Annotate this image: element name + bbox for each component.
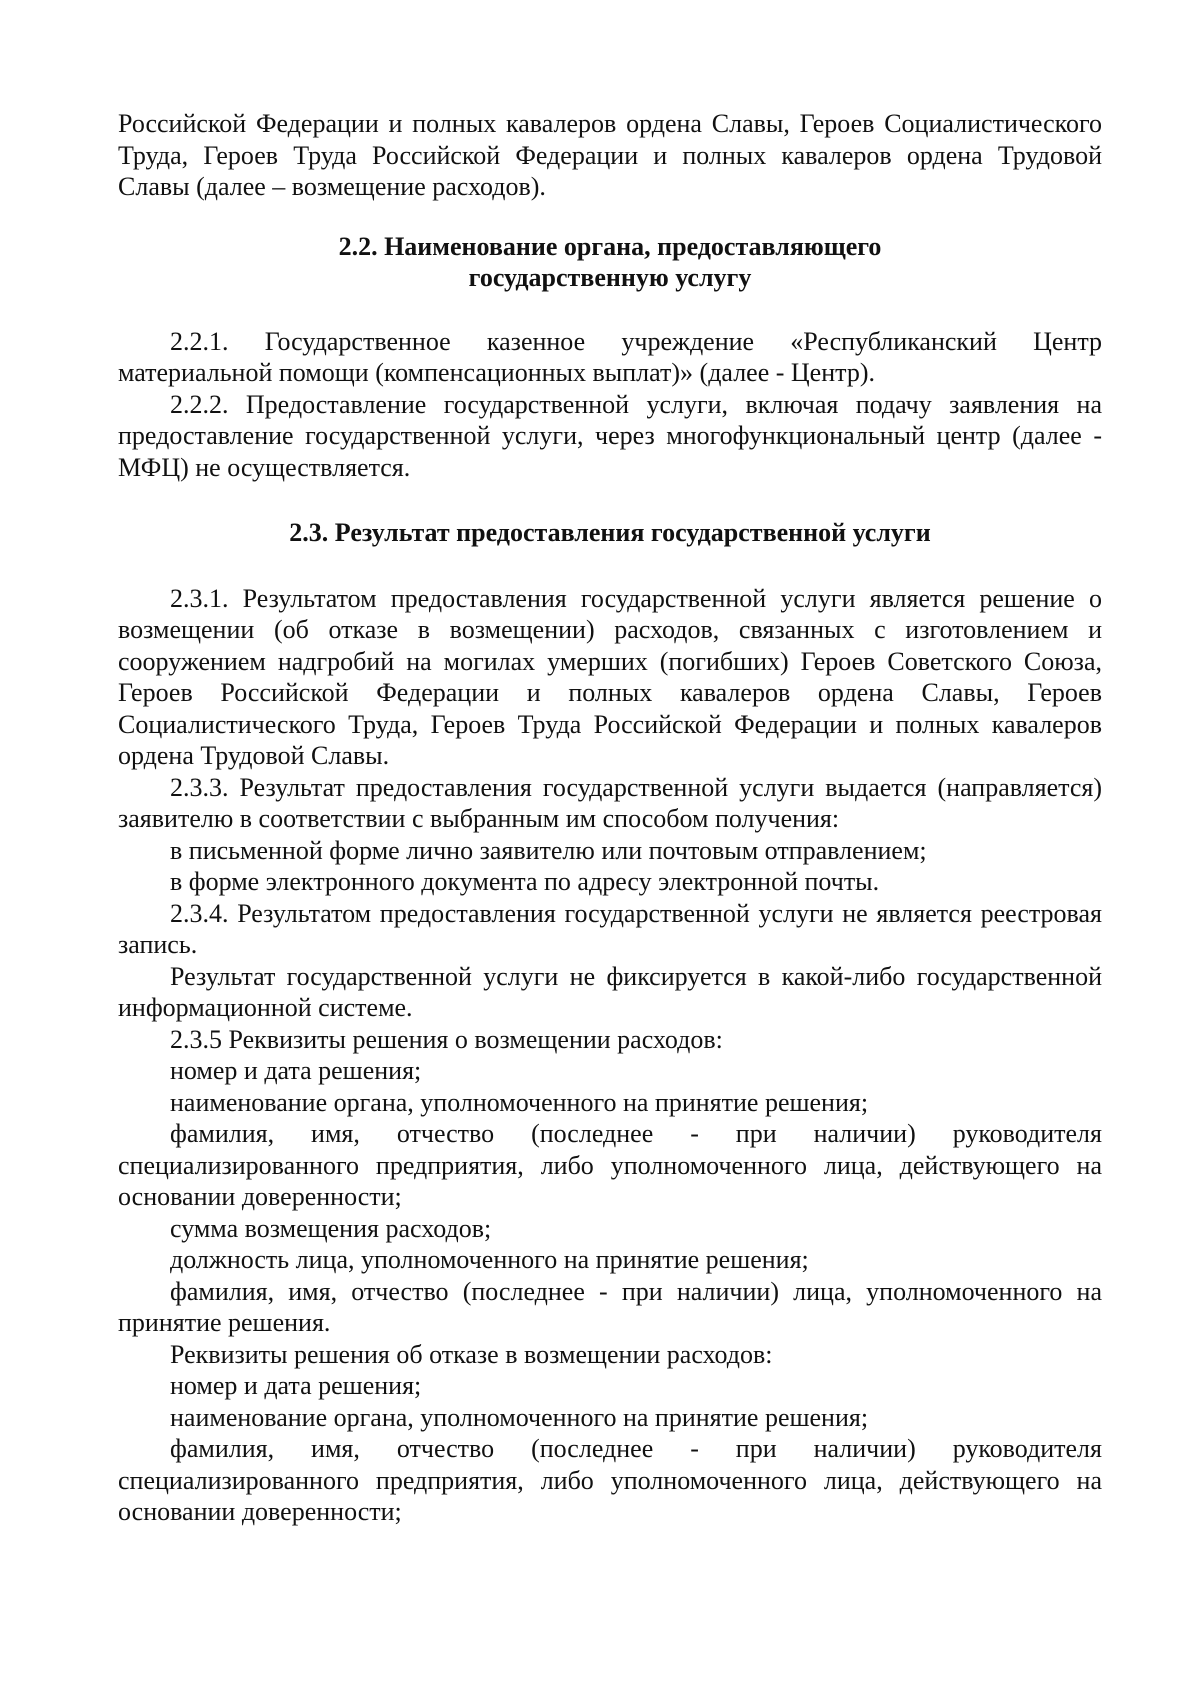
list-item: должность лица, уполномоченного на принятие решения; <box>170 1245 809 1274</box>
list-item: наименование органа, уполномоченного на принятие решения; <box>170 1087 869 1117</box>
paragraph-2-2-1: 2.2.1. Государственное казенное учреждение «Республиканский Центр материальной помощи (компенсационных выплат)» (далее - Центр). <box>118 326 1102 387</box>
section-2-2-title-line2: государственную услугу <box>468 263 752 292</box>
section-2-2-title-line1: 2.2. Наименование органа, предоставляющего <box>338 231 882 261</box>
section-2-2-heading <box>118 231 1102 294</box>
paragraph-2-3-1: 2.3.1. Результатом предоставления государственной услуги является решение о возмещении (об отказе в возмещении) расходов, связанных с изготовлением и сооружением надгробий на могилах умерших (погибших) Героев Советского Союза, Героев Российской Федерации и полных кавалеров ордена Славы, Героев Социалистического Труда, Героев Труда Российской Федерации и полных кавалеров ордена Трудовой Славы. <box>118 583 1102 770</box>
paragraph-2-3-5: 2.3.5 Реквизиты решения о возмещении расходов: <box>170 1024 723 1054</box>
intro-paragraph: Российской Федерации и полных кавалеров ордена Славы, Героев Социалистического Труда, Героев Труда Российской Федерации и полных кавалеров ордена Трудовой Славы (далее – возмещение расходов). <box>118 109 1102 201</box>
paragraph-2-2-2: 2.2.2. Предоставление государственной услуги, включая подачу заявления на предоставление государственной услуги, через многофункциональный центр (далее - МФЦ) не осуществляется. <box>118 389 1102 482</box>
document-page <box>118 108 1102 1528</box>
list-item: номер и дата решения; <box>170 1056 422 1085</box>
paragraph-result-not-recorded: Результат государственной услуги не фиксируется в какой-либо государственной информационной системе. <box>118 961 1102 1022</box>
list-item: номер и дата решения; <box>170 1371 422 1400</box>
list-item: в форме электронного документа по адресу электронной почты. <box>170 867 880 896</box>
list-item: сумма возмещения расходов; <box>170 1213 492 1243</box>
list-item: фамилия, имя, отчество (последнее - при наличии) руководителя специализированного предприятия, либо уполномоченного лица, действующего на основании доверенности; <box>118 1434 1102 1526</box>
list-item: наименование органа, уполномоченного на принятие решения; <box>170 1402 869 1432</box>
section-2-3-heading: 2.3. Результат предоставления государственной услуги <box>289 518 931 547</box>
list-item: в письменной форме лично заявителю или почтовым отправлением; <box>170 835 927 865</box>
paragraph-2-3-3: 2.3.3. Результат предоставления государственной услуги выдается (направляется) заявителю в соответствии с выбранным им способом получения: <box>118 772 1102 833</box>
list-item: фамилия, имя, отчество (последнее - при наличии) лица, уполномоченного на принятие решения. <box>118 1276 1102 1337</box>
list-item: фамилия, имя, отчество (последнее - при наличии) руководителя специализированного предприятия, либо уполномоченного лица, действующего на основании доверенности; <box>118 1119 1102 1211</box>
paragraph-2-3-4: 2.3.4. Результатом предоставления государственной услуги не является реестровая запись. <box>118 898 1102 959</box>
paragraph-refusal-requisites: Реквизиты решения об отказе в возмещении расходов: <box>170 1339 773 1369</box>
